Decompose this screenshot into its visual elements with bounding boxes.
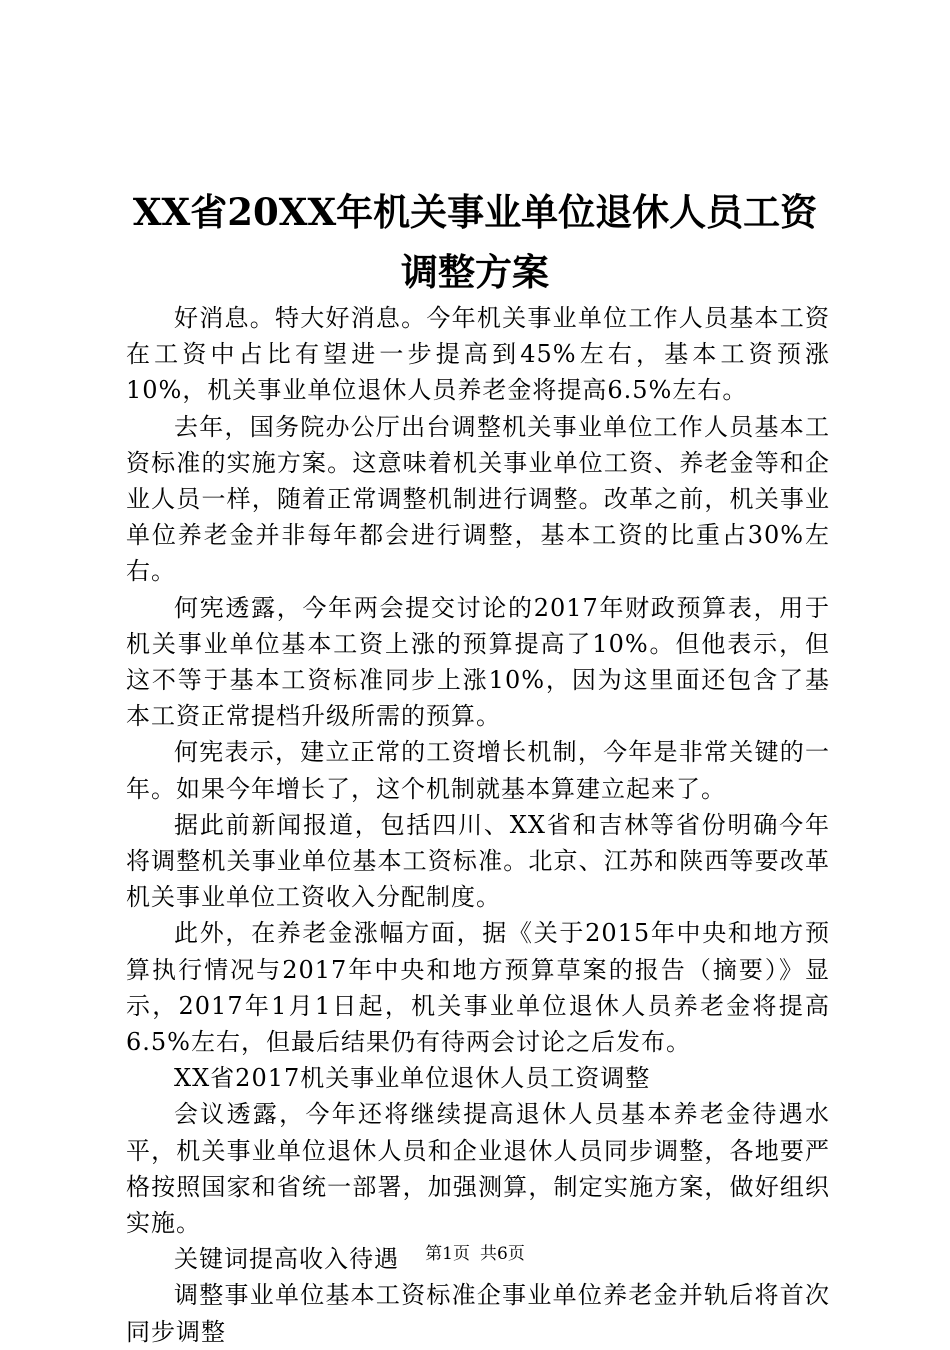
paragraph-8: 调整事业单位基本工资标准企事业单位养老金并轨后将首次同步调整 [126, 1281, 830, 1346]
paragraph-1: 好消息。特大好消息。今年机关事业单位工作人员基本工资在工资中占比有望进一步提高到45%左右，基本工资预涨10%，机关事业单位退休人员养老金将提高6.5%左右。 [126, 304, 830, 405]
document-body [126, 300, 830, 1350]
paragraph-7: 会议透露，今年还将继续提高退休人员基本养老金待遇水平，机关事业单位退休人员和企业退休人员同步调整，各地要严格按照国家和省统一部署，加强测算，制定实施方案，做好组织实施。 [126, 1100, 830, 1238]
section-heading: XX省2017机关事业单位退休人员工资调整 [174, 1064, 651, 1093]
paragraph-6: 此外，在养老金涨幅方面，据《关于2015年中央和地方预算执行情况与2017年中央和地方预算草案的报告（摘要）》显示，2017年1月1日起，机关事业单位退休人员养老金将提高6.5%左右，但最后结果仍有待两会讨论之后发布。 [126, 919, 830, 1057]
paragraph-2: 去年，国务院办公厅出台调整机关事业单位工作人员基本工资标准的实施方案。这意味着机关事业单位工资、养老金等和企业人员一样，随着正常调整机制进行调整。改革之前，机关事业单位养老金并非每年都会进行调整，基本工资的比重占30%左右。 [126, 412, 830, 586]
keywords-line: 关键词提高收入待遇 [174, 1245, 399, 1274]
page-total: 共6页 [480, 1244, 525, 1264]
paragraph-4: 何宪表示，建立正常的工资增长机制，今年是非常关键的一年。如果今年增长了，这个机制就基本算建立起来了。 [126, 738, 830, 803]
page-number: 第1页 [425, 1244, 470, 1264]
page-footer [0, 1243, 950, 1265]
document-title: XX省20XX年机关事业单位退休人员工资调整方案 [132, 190, 818, 294]
paragraph-5: 据此前新闻报道，包括四川、XX省和吉林等省份明确今年将调整机关事业单位基本工资标准。北京、江苏和陕西等要改革机关事业单位工资收入分配制度。 [126, 810, 830, 912]
paragraph-3: 何宪透露，今年两会提交讨论的2017年财政预算表，用于机关事业单位基本工资上涨的预算提高了10%。但他表示，但这不等于基本工资标准同步上涨10%，因为这里面还包含了基本工资正常提档升级所需的预算。 [126, 593, 830, 731]
